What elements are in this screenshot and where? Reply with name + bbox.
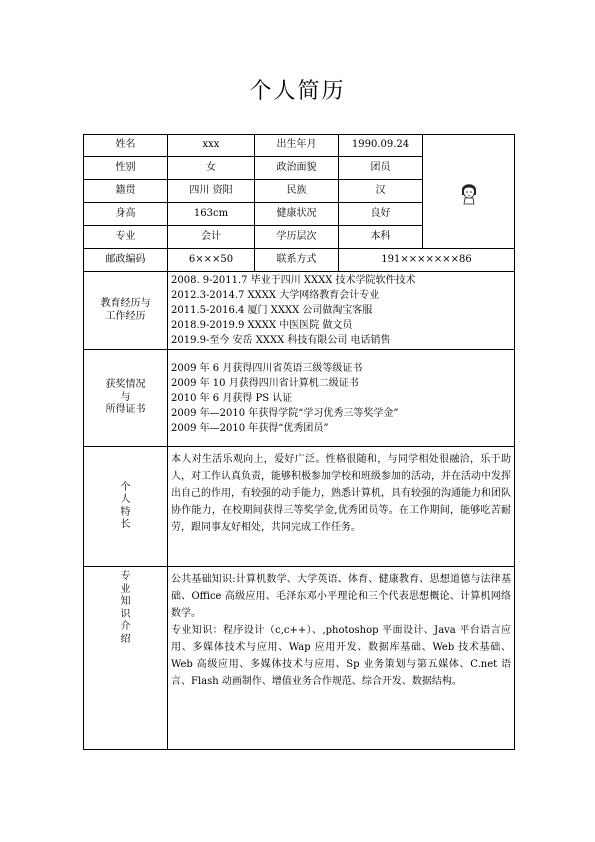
page-title: 个人简历 (249, 79, 346, 104)
traits-label-char: 人 (120, 494, 131, 505)
birth-value: 1990.09.24 (339, 135, 423, 157)
major-label: 专业 (84, 226, 168, 249)
major-value: 会计 (168, 226, 255, 249)
awards-label (84, 350, 168, 447)
courses-text-cell (168, 567, 515, 750)
gender-value: 女 (168, 157, 255, 180)
height-label: 身高 (84, 203, 168, 226)
award-item: 2009 年 10 月获得四川省计算机二级证书 (171, 377, 359, 389)
ethnic-label: 民族 (255, 180, 339, 203)
politics-value: 团员 (339, 157, 423, 180)
contact-label: 联系方式 (255, 249, 339, 272)
height-value: 163cm (168, 203, 255, 226)
award-item: 2009 年—2010 年获得“优秀团员” (171, 422, 329, 434)
traits-label (84, 447, 168, 567)
awards-label-line: 获奖情况 (105, 379, 146, 391)
awards-label-line: 所得证书 (105, 404, 146, 416)
gender-label: 性别 (84, 157, 168, 180)
education-item: 2019.9-至今 安岳 XXXX 科技有限公司 电话销售 (171, 335, 391, 346)
education-label-line: 工作经历 (105, 310, 146, 322)
courses-label-char: 专 (120, 571, 131, 582)
name-value: xxx (168, 135, 255, 157)
health-value: 良好 (339, 203, 423, 226)
award-item: 2010 年 6 月获得 PS 认证 (171, 392, 293, 404)
education-label-line: 教育经历与 (100, 298, 151, 309)
traits-text-cell (168, 447, 515, 567)
edu-value: 本科 (339, 226, 423, 249)
education-item: 2011.5-2016.4 厦门 XXXX 公司做淘宝客服 (171, 305, 373, 316)
health-label: 健康状况 (255, 203, 339, 226)
education-item: 2018.9-2019.9 XXXX 中医医院 做文员 (171, 320, 353, 331)
postcode-value: 6×××50 (168, 249, 255, 272)
courses-label-char: 业 (120, 583, 131, 595)
edu-label: 学历层次 (255, 226, 339, 249)
courses-label-char: 识 (120, 608, 131, 620)
awards-list (168, 350, 515, 447)
origin-label: 籍贯 (84, 180, 168, 203)
resume-table (83, 134, 515, 750)
education-list (168, 272, 515, 350)
traits-label-char: 特 (120, 506, 131, 518)
education-item: 2012.3-2014.7 XXXX 大学网络教育会计专业 (171, 290, 380, 301)
traits-label-char: 长 (120, 519, 131, 530)
education-label (84, 272, 168, 350)
courses-label-char: 知 (120, 596, 131, 607)
awards-label-line: 与 (120, 391, 131, 403)
origin-value: 四川 资阳 (168, 180, 255, 203)
award-item: 2009 年 6 月获得四川省英语三级等级证书 (171, 362, 363, 374)
contact-value: 191×××××××86 (339, 249, 515, 272)
traits-label-char: 个 (120, 481, 131, 493)
courses-label (84, 567, 168, 750)
traits-text: 本人对生活乐观向上，爱好广泛。性格很随和，与同学相处很融洽，乐于助人，对工作认真负责，能够积极参加学校和班级参加的活动，并在活动中发挥出自己的作用，有较强的动手能力，熟悉计算机，具有较强的沟通能力和团队协作能力，在校期间获得三等奖学金,优秀团员等。在工作期间，能够吃苦耐劳，跟同事友好相处，共同完成工作任务。 (171, 454, 511, 533)
avatar-girl-icon (426, 178, 511, 206)
birth-label: 出生年月 (255, 135, 339, 157)
photo-cell (423, 135, 515, 249)
public-courses-text: 公共基础知识:计算机数学、大学英语、体育、健康教育、思想道德与法律基础、Office 高级应用、毛泽东邓小平理论和三个代表思想概论、计算机网络数学。 (171, 574, 511, 619)
award-item: 2009 年—2010 年获得学院“学习优秀三等奖学金” (171, 407, 399, 419)
ethnic-value: 汉 (339, 180, 423, 203)
postcode-label: 邮政编码 (84, 249, 168, 272)
education-item: 2008. 9-2011.7 毕业于四川 XXXX 技术学院软件技术 (171, 275, 416, 286)
name-label: 姓名 (84, 135, 168, 157)
professional-courses-text: 专业知识：程序设计（c,c++）、,photoshop 平面设计、Java 平台语言应用、多媒体技术与应用、Wap 应用开发、数据库基础、Web 技术基础、Web 高级应用、多媒体技术与应用、Sp 业务策划与第五媒体、C.net 语言、Flash 动画制作、增值业务合作规范、综合开发、数据结构。 (171, 625, 511, 687)
politics-label: 政治面貌 (255, 157, 339, 180)
courses-label-char: 绍 (120, 633, 131, 645)
courses-label-char: 介 (120, 621, 131, 632)
